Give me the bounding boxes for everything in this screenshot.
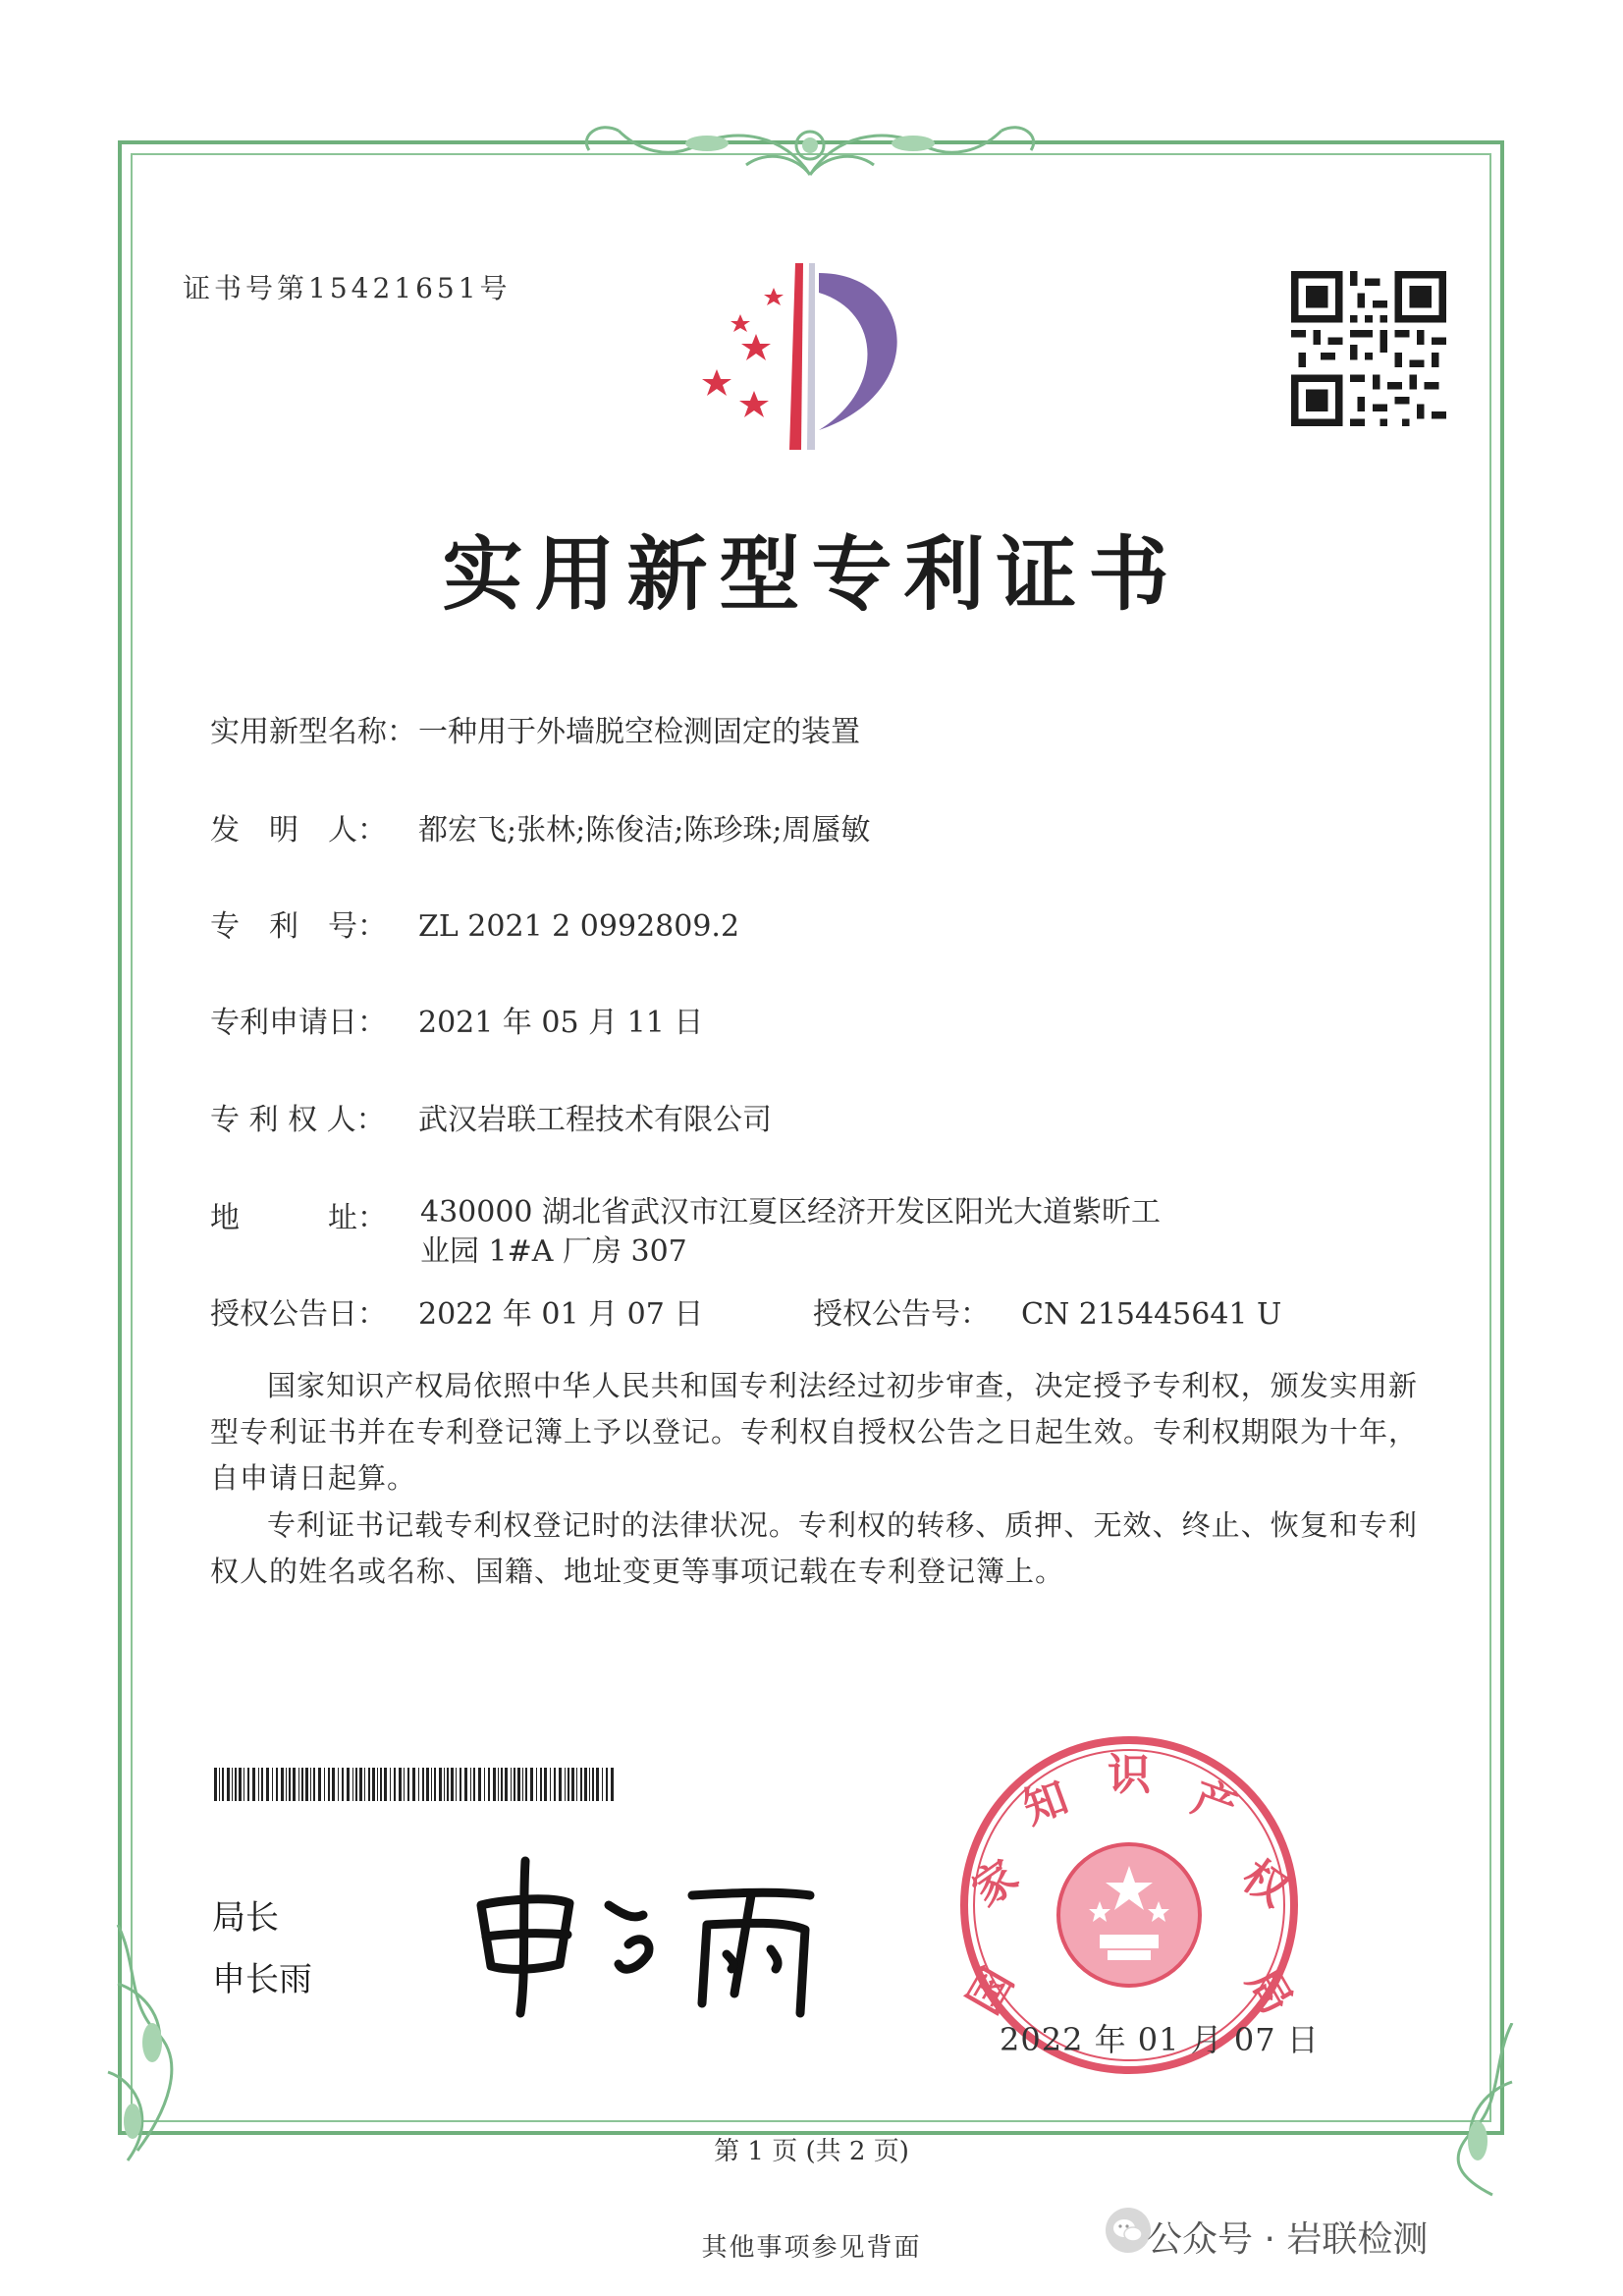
field-label: 实用新型名称： [210,715,416,749]
barcode-bar [232,1768,233,1801]
barcode-bar [451,1768,454,1801]
barcode-bar [332,1768,335,1801]
barcode-bar [559,1768,562,1801]
barcode-bar [517,1768,520,1801]
barcode-bar [550,1768,551,1801]
barcode-bar [422,1768,424,1801]
barcode-bar [456,1768,457,1801]
barcode-bar [235,1768,237,1801]
barcode-bar [239,1768,242,1801]
barcode-bar [342,1768,344,1801]
svg-text:家: 家 [963,1850,1028,1917]
legal-status-paragraph: 专利证书记载专利权登记时的法律状况。专利权的转移、质押、无效、终止、恢复和专利权人的姓名或名称、国籍、地址变更等事项记载在专利登记簿上。 [210,1508,1418,1588]
barcode-bar [493,1768,496,1801]
barcode-bar [426,1768,429,1801]
barcode-bar [412,1768,415,1801]
barcode-bar [444,1768,445,1801]
barcode-bar [439,1768,442,1801]
barcode-bar [484,1768,485,1801]
barcode-bar [222,1768,224,1801]
barcode-bar [219,1768,220,1801]
field-inventors [210,805,870,848]
field-label: 发 明 人： [210,813,387,847]
barcode-bar [464,1768,467,1801]
barcode-bar [318,1768,321,1801]
barcode-bar [606,1768,608,1801]
barcode-bar [313,1768,315,1801]
barcode-bar [473,1768,475,1801]
barcode-bar [384,1768,387,1801]
barcode-bar [310,1768,311,1801]
official-title: 局长 [212,1898,279,1938]
handwritten-signature [461,1846,835,2023]
barcode-bar [571,1768,574,1801]
field-patent-number [210,902,739,945]
barcode-bar [227,1768,230,1801]
barcode-bar [281,1768,284,1801]
barcode-bar [258,1768,259,1801]
svg-text:权: 权 [1232,1850,1297,1917]
certificate-title: 实用新型专利证书 [442,527,1181,622]
barcode-bar [298,1768,299,1801]
field-application-date [210,998,703,1041]
field-utility-name [210,707,860,750]
bottom-right-ornament [1394,2023,1532,2200]
barcode-bar [530,1768,533,1801]
barcode-bar [584,1768,587,1801]
barcode-bar [554,1768,556,1801]
barcode-bar [355,1768,357,1801]
barcode-bar [252,1768,255,1801]
barcode-bar [447,1768,449,1801]
svg-text:识: 识 [1108,1750,1151,1800]
barcode-bar [301,1768,303,1801]
address-line-2: 业园 1#A 厂房 307 [420,1234,687,1269]
barcode-bar [390,1768,391,1801]
barcode-bar [514,1768,515,1801]
barcode-bar [347,1768,350,1801]
field-value: 2021 年 05 月 11 日 [418,1006,704,1040]
barcode-bar [576,1768,577,1801]
field-value: 都宏飞;张林;陈俊洁;陈珍珠;周蜃敏 [418,813,871,847]
barcode-bar [568,1768,569,1801]
barcode-bar [261,1768,263,1801]
barcode-bar [460,1768,461,1801]
field-value: ZL 2021 2 0992809.2 [418,909,740,944]
field-label: 专利申请日： [210,1006,387,1040]
field-label: 专 利 号： [210,909,387,944]
barcode-bar [580,1768,582,1801]
barcode-bar [404,1768,405,1801]
barcode-bar [394,1768,396,1801]
field-value: 2022 年 01 月 07 日 [418,1297,704,1332]
barcode-bar [293,1768,296,1801]
field-grant-number [813,1289,1281,1333]
svg-text:产: 产 [1185,1772,1244,1834]
seal-date: 2022 年 01 月 07 日 [1000,2021,1320,2058]
field-patentee [210,1095,772,1138]
barcode-bar [511,1768,512,1801]
barcode-bar [243,1768,244,1801]
top-ornament [560,106,1060,185]
field-label: 授权公告号： [813,1297,990,1332]
barcode-bar [328,1768,330,1801]
barcode-bar [505,1768,508,1801]
field-address-value [420,1193,1206,1272]
barcode-bar [352,1768,353,1801]
field-label: 专 利 权 人： [210,1103,386,1137]
certificate-number: 证书号第15421651号 [183,272,512,304]
barcode-bar [611,1768,614,1801]
barcode-bar [565,1768,566,1801]
barcode-bar [488,1768,490,1801]
address-line-1: 430000 湖北省武汉市江夏区经济开发区阳光大道紫昕工 [420,1195,1162,1230]
barcode-bar [536,1768,537,1801]
barcode-bar [286,1768,287,1801]
barcode-bar [522,1768,523,1801]
field-value: 一种用于外墙脱空检测固定的装置 [418,715,860,749]
barcode-bar [525,1768,527,1801]
grant-statement-paragraph: 国家知识产权局依照中华人民共和国专利法经过初步审查，决定授予专利权，颁发实用新型专利证书并在专利登记簿上予以登记。专利权自授权公告之日起生效。专利权期限为十年，自申请日起算。 [210,1369,1419,1495]
barcode-bar [540,1768,542,1801]
footer-note: 其他事项参见背面 [701,2233,922,2263]
barcode-bar [592,1768,594,1801]
barcode-bar [364,1768,365,1801]
wechat-icon [1104,2206,1153,2255]
barcode-bar [338,1768,339,1801]
barcode-bar [276,1768,278,1801]
barcode-bar [324,1768,325,1801]
field-grant-date [210,1289,703,1333]
barcode-bar [372,1768,375,1801]
barcode-bar [266,1768,269,1801]
svg-text:知: 知 [1016,1772,1075,1834]
barcode-bar [434,1768,436,1801]
field-address [210,1193,418,1236]
field-value: 武汉岩联工程技术有限公司 [418,1103,772,1137]
watermark-text: 公众号 · 岩联检测 [1147,2219,1429,2260]
barcode-bar [247,1768,249,1801]
field-label: 地 址： [210,1201,387,1235]
page-indicator: 第 1 页 (共 2 页) [714,2137,909,2166]
barcode-bar [214,1768,217,1801]
barcode-bar [289,1768,291,1801]
barcode-bar [589,1768,590,1801]
barcode [214,1768,617,1801]
barcode-bar [478,1768,481,1801]
barcode-bar [359,1768,362,1801]
cnipa-logo [687,253,943,450]
barcode-bar [368,1768,370,1801]
barcode-bar [272,1768,273,1801]
barcode-bar [377,1768,378,1801]
barcode-bar [431,1768,432,1801]
barcode-bar [380,1768,382,1801]
barcode-bar [407,1768,409,1801]
barcode-bar [602,1768,603,1801]
barcode-bar [305,1768,308,1801]
official-name: 申长雨 [212,1960,312,1999]
barcode-bar [498,1768,499,1801]
svg-text:局: 局 [1236,1959,1302,2023]
barcode-bar [470,1768,471,1801]
barcode-bar [399,1768,402,1801]
barcode-bar [501,1768,503,1801]
qr-code [1291,271,1446,426]
field-value: CN 215445641 U [1021,1297,1282,1332]
barcode-bar [596,1768,599,1801]
barcode-bar [544,1768,547,1801]
svg-text:国: 国 [958,1959,1024,2023]
barcode-bar [418,1768,419,1801]
field-label: 授权公告日： [210,1297,387,1332]
